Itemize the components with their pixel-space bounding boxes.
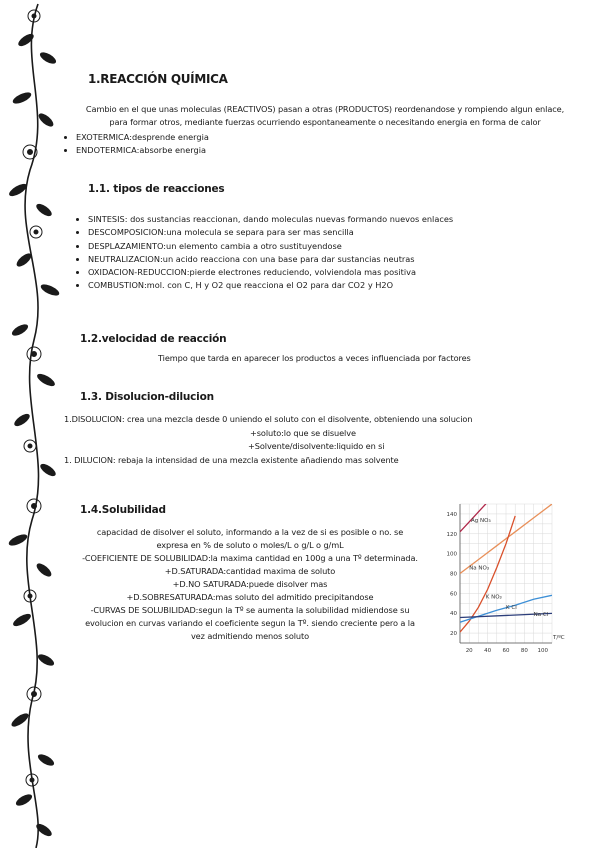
dilucion-text: 1. DILUCION: rebaja la intensidad de una mezcla existente añadiendo mas solvente [64,455,399,465]
curvas-line-2: evolucion en curvas variando el coeficiente segun la Tº. siendo creciente pero a la [85,618,415,628]
section-1-text-line-2: para formar otros, mediante fuerzas ocurriendo espontaneamente o necesitando energia en forma de calor [109,117,541,127]
section-1-1-bullet-list [74,213,453,293]
saturada-text: +D.SATURADA:cantidad maxima de soluto [164,566,336,576]
series-label: Ag NO₃ [471,517,491,524]
list-item: • NEUTRALIZACION:un acido reacciona con una base para dar sustancias neutras [88,253,453,266]
list-item: • DESPLAZAMIENTO:un elemento cambia a otro sustituyendose [88,240,453,253]
curvas-line-1: -CURVAS DE SOLUBILIDAD:segun la Tº se aumenta la solubilidad midiendose su [90,605,410,615]
series-label: Na Cl [533,612,549,619]
y-tick-label: 120 [446,531,457,538]
x-axis-label: T/ºC [553,635,565,641]
solvente-text: +Solvente/disolvente:liquido en si [248,441,385,451]
coeficiente-text: -COEFICIENTE DE SOLUBILIDAD:la maxima cantidad en 100g a una Tº determinada. [82,553,418,563]
sobresaturada-text: +D.SOBRESATURADA:mas soluto del admitido precipitandose [126,592,374,602]
section-1-bullet-list [62,131,209,158]
section-1-text-line-1: Cambio en el que unas moleculas (REACTIVOS) pasan a otras (PRODUCTOS) reordenandose y rompiendo algun enlace, [85,104,565,114]
section-1-3-title: 1.3. Disolucion-dilucion [80,391,214,403]
section-1-2-title: 1.2.velocidad de reacción [80,333,227,345]
x-tick-label: 40 [484,648,492,654]
section-1-4-title: 1.4.Solubilidad [80,504,166,516]
disolucion-text: 1.DISOLUCION: crea una mezcla desde 0 uniendo el soluto con el disolvente, obteniendo una solucion [64,414,473,424]
y-tick-label: 60 [450,591,457,598]
list-item: • SINTESIS: dos sustancias reaccionan, dando moleculas nuevas formando nuevos enlaces [88,213,453,226]
series-label: Na NO₃ [469,565,490,572]
y-tick-label: 100 [446,551,457,558]
solubility-curves-chart [440,500,580,660]
floral-vine-border [0,0,66,848]
y-tick-label: 80 [450,571,457,578]
list-item: • OXIDACION-REDUCCION:pierde electrones reduciendo, volviendola mas positiva [88,266,453,279]
list-item: • COMBUSTION:mol. con C, H y O2 que reacciona el O2 para dar CO2 y H2O [88,279,453,292]
x-tick-label: 60 [502,648,510,654]
section-1-2-text: Tiempo que tarda en aparecer los productos a veces influenciada por factores [158,353,471,363]
curvas-line-3: vez admitiendo menos soluto [190,631,310,641]
solubilidad-line-2: expresa en % de soluto o moles/L o g/L o g/mL [156,540,344,550]
list-item: • ENDOTERMICA:absorbe energia [76,144,209,157]
list-item: • DESCOMPOSICION:una molecula se separa para ser mas sencilla [88,226,453,239]
x-tick-label: 20 [465,648,473,654]
series-label: K NO₃ [485,594,502,601]
y-tick-label: 140 [446,511,457,518]
section-1-1-title: 1.1. tipos de reacciones [88,183,225,195]
list-item: • EXOTERMICA:desprende energia [76,131,209,144]
no-saturada-text: +D.NO SATURADA:puede disolver mas [172,579,328,589]
y-tick-label: 20 [450,631,457,638]
y-tick-label: 40 [450,611,457,618]
soluto-text: +soluto:lo que se disuelve [250,428,356,438]
section-1-title: 1.REACCIÓN QUÍMICA [88,72,228,86]
solubilidad-line-1: capacidad de disolver el soluto, informando a la vez de si es posible o no. se [96,527,404,537]
x-tick-label: 80 [520,648,528,654]
x-tick-label: 100 [537,648,549,654]
series-label: K Cl [506,605,517,612]
